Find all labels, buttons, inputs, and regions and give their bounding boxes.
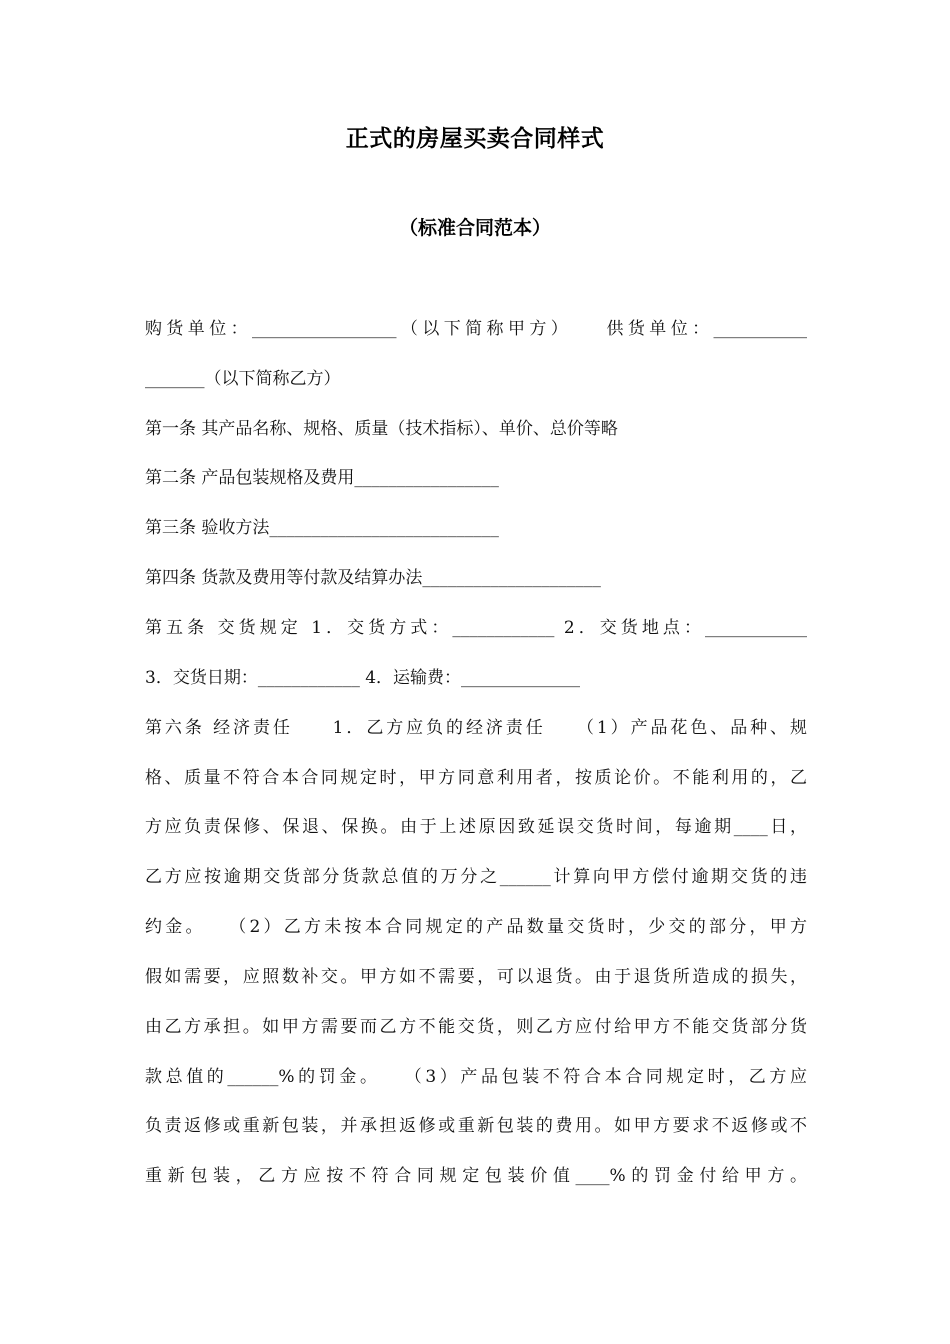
contract-article-4: 第四条 货款及费用等付款及结算办法_____________________: [145, 568, 601, 588]
contract-article-6-line: 重新包装，乙方应按不符合同规定包装价值____%的罚金付给甲方。: [145, 1166, 807, 1186]
contract-article-6-line: 假如需要，应照数补交。甲方如不需要，可以退货。由于退货所造成的损失，: [145, 967, 807, 987]
contract-article-6-line: 方应负责保修、保退、保换。由于上述原因致延误交货时间，每逾期____日，: [145, 817, 807, 837]
contract-article-6-line: 格、质量不符合本合同规定时，甲方同意利用者，按质论价。不能利用的，乙: [145, 768, 807, 788]
contract-line-buyer-supplier: 购货单位：_________________（以下简称甲方） 供货单位：___________: [145, 319, 807, 339]
contract-article-2: 第二条 产品包装规格及费用_________________: [145, 468, 499, 488]
contract-article-6-line: 由乙方承担。如甲方需要而乙方不能交货，则乙方应付给甲方不能交货部分货: [145, 1017, 807, 1037]
contract-article-6-line: 负责返修或重新包装，并承担返修或重新包装的费用。如甲方要求不返修或不: [145, 1116, 807, 1136]
contract-article-6-line: 第六条 经济责任 1．乙方应负的经济责任 （1）产品花色、品种、规: [145, 718, 807, 738]
contract-article-6-line: 乙方应按逾期交货部分货款总值的万分之______计算向甲方偿付逾期交货的违: [145, 867, 807, 887]
contract-article-5-continued: 3．交货日期：____________ 4．运输费：______________: [145, 668, 581, 688]
contract-article-5: 第五条 交货规定 1．交货方式：____________ 2．交货地点：____________: [145, 618, 807, 638]
document-subtitle: （标准合同范本）: [398, 217, 551, 239]
contract-article-3: 第三条 验收方法___________________________: [145, 518, 499, 538]
document-title: 正式的房屋买卖合同样式: [345, 126, 605, 152]
contract-line-party-b: _______（以下简称乙方）: [145, 369, 341, 389]
contract-article-1: 第一条 其产品名称、规格、质量（技术指标）、单价、总价等略: [145, 419, 618, 439]
contract-article-6-line: 约金。 （2）乙方未按本合同规定的产品数量交货时，少交的部分，甲方: [145, 917, 807, 937]
contract-article-6-line: 款总值的______%的罚金。 （3）产品包装不符合本合同规定时，乙方应: [145, 1067, 807, 1087]
